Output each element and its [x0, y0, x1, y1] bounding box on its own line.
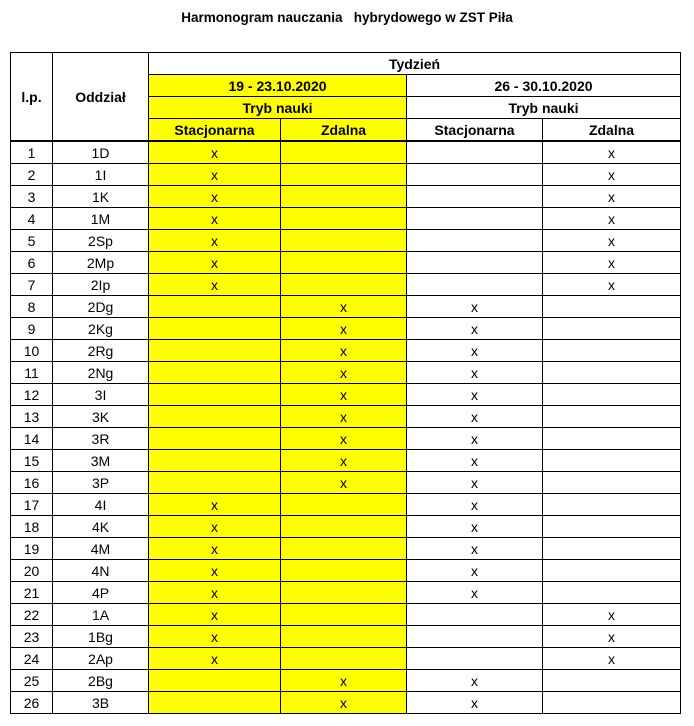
- cell-week1-stacjonarna: x: [149, 648, 281, 670]
- cell-week2-zdalna: x: [543, 648, 681, 670]
- table-row: [11, 648, 681, 670]
- cell-oddzial: 1M: [53, 208, 149, 230]
- cell-week1-zdalna: [281, 604, 407, 626]
- cell-week2-zdalna: x: [543, 274, 681, 296]
- cell-week2-zdalna: [543, 494, 681, 516]
- cell-week1-zdalna: [281, 494, 407, 516]
- header-week2-dates: 26 - 30.10.2020: [407, 75, 681, 97]
- cell-week2-stacjonarna: x: [407, 670, 543, 692]
- cell-lp: 9: [11, 318, 53, 340]
- cell-week2-stacjonarna: x: [407, 384, 543, 406]
- cell-lp: 8: [11, 296, 53, 318]
- cell-lp: 26: [11, 692, 53, 714]
- cell-week1-zdalna: x: [281, 384, 407, 406]
- cell-oddzial: 3I: [53, 384, 149, 406]
- cell-week1-stacjonarna: [149, 362, 281, 384]
- cell-lp: 1: [11, 141, 53, 164]
- cell-week1-stacjonarna: [149, 340, 281, 362]
- header-week1-mode: Tryb nauki: [149, 97, 407, 119]
- cell-oddzial: 1Bg: [53, 626, 149, 648]
- cell-lp: 4: [11, 208, 53, 230]
- cell-week2-zdalna: [543, 560, 681, 582]
- cell-week2-zdalna: [543, 296, 681, 318]
- cell-oddzial: 4I: [53, 494, 149, 516]
- cell-lp: 2: [11, 164, 53, 186]
- cell-lp: 13: [11, 406, 53, 428]
- cell-week2-stacjonarna: [407, 626, 543, 648]
- cell-week2-zdalna: [543, 472, 681, 494]
- cell-week2-zdalna: x: [543, 252, 681, 274]
- cell-week2-stacjonarna: [407, 604, 543, 626]
- cell-week2-stacjonarna: [407, 141, 543, 164]
- table-row: [11, 362, 681, 384]
- cell-week2-stacjonarna: x: [407, 296, 543, 318]
- table-row: [11, 318, 681, 340]
- cell-week1-zdalna: [281, 582, 407, 604]
- cell-lp: 24: [11, 648, 53, 670]
- table-row: [11, 340, 681, 362]
- cell-week2-stacjonarna: x: [407, 582, 543, 604]
- cell-week2-zdalna: [543, 318, 681, 340]
- cell-week1-zdalna: [281, 141, 407, 164]
- cell-week1-zdalna: x: [281, 406, 407, 428]
- header-week1-stacjonarna: Stacjonarna: [149, 119, 281, 142]
- cell-week1-stacjonarna: x: [149, 626, 281, 648]
- cell-oddzial: 2Bg: [53, 670, 149, 692]
- cell-week1-zdalna: [281, 626, 407, 648]
- table-row: [11, 494, 681, 516]
- cell-lp: 15: [11, 450, 53, 472]
- cell-oddzial: 3M: [53, 450, 149, 472]
- table-row: [11, 252, 681, 274]
- cell-week1-stacjonarna: x: [149, 494, 281, 516]
- cell-week2-zdalna: [543, 450, 681, 472]
- cell-week1-stacjonarna: x: [149, 164, 281, 186]
- cell-week2-stacjonarna: [407, 252, 543, 274]
- cell-week1-stacjonarna: x: [149, 604, 281, 626]
- table-row: [11, 472, 681, 494]
- table-row: [11, 582, 681, 604]
- table-row: [11, 186, 681, 208]
- cell-week1-zdalna: x: [281, 362, 407, 384]
- cell-oddzial: 3P: [53, 472, 149, 494]
- cell-week2-stacjonarna: x: [407, 318, 543, 340]
- table-row: [11, 406, 681, 428]
- cell-week1-stacjonarna: [149, 296, 281, 318]
- cell-lp: 11: [11, 362, 53, 384]
- cell-week2-zdalna: [543, 516, 681, 538]
- cell-week2-zdalna: [543, 428, 681, 450]
- cell-week2-stacjonarna: x: [407, 692, 543, 714]
- cell-week1-stacjonarna: x: [149, 560, 281, 582]
- cell-week1-stacjonarna: x: [149, 230, 281, 252]
- table-row: [11, 296, 681, 318]
- cell-week2-zdalna: x: [543, 626, 681, 648]
- cell-lp: 23: [11, 626, 53, 648]
- cell-week2-stacjonarna: x: [407, 472, 543, 494]
- cell-week1-stacjonarna: x: [149, 141, 281, 164]
- table-row: [11, 626, 681, 648]
- document-title: Harmonogram nauczania hybrydowego w ZST Piła: [181, 10, 513, 25]
- cell-week2-zdalna: x: [543, 164, 681, 186]
- cell-oddzial: 4P: [53, 582, 149, 604]
- cell-week1-stacjonarna: [149, 406, 281, 428]
- header-week1-dates: 19 - 23.10.2020: [149, 75, 407, 97]
- cell-week2-zdalna: x: [543, 604, 681, 626]
- cell-week2-stacjonarna: x: [407, 516, 543, 538]
- cell-week1-stacjonarna: x: [149, 208, 281, 230]
- cell-lp: 22: [11, 604, 53, 626]
- table-row: [11, 604, 681, 626]
- cell-week2-zdalna: [543, 538, 681, 560]
- cell-week2-stacjonarna: [407, 274, 543, 296]
- cell-week2-zdalna: [543, 384, 681, 406]
- cell-lp: 20: [11, 560, 53, 582]
- header-lp: l.p.: [11, 53, 53, 142]
- table-row: [11, 141, 681, 164]
- cell-week2-zdalna: [543, 582, 681, 604]
- cell-week1-zdalna: x: [281, 340, 407, 362]
- cell-week1-zdalna: [281, 560, 407, 582]
- table-row: [11, 164, 681, 186]
- cell-lp: 25: [11, 670, 53, 692]
- cell-week1-stacjonarna: [149, 670, 281, 692]
- cell-oddzial: 2Ap: [53, 648, 149, 670]
- cell-week1-stacjonarna: x: [149, 582, 281, 604]
- cell-lp: 7: [11, 274, 53, 296]
- cell-oddzial: 4K: [53, 516, 149, 538]
- cell-week2-zdalna: x: [543, 230, 681, 252]
- cell-oddzial: 4N: [53, 560, 149, 582]
- cell-lp: 3: [11, 186, 53, 208]
- cell-week2-zdalna: [543, 362, 681, 384]
- cell-week1-zdalna: [281, 274, 407, 296]
- cell-oddzial: 3R: [53, 428, 149, 450]
- header-tydzien: Tydzień: [149, 53, 681, 75]
- cell-week1-stacjonarna: [149, 472, 281, 494]
- table-row: [11, 428, 681, 450]
- cell-lp: 16: [11, 472, 53, 494]
- cell-week1-zdalna: x: [281, 472, 407, 494]
- cell-week1-zdalna: [281, 648, 407, 670]
- header-week2-mode: Tryb nauki: [407, 97, 681, 119]
- cell-week1-zdalna: x: [281, 692, 407, 714]
- cell-lp: 18: [11, 516, 53, 538]
- table-row: [11, 670, 681, 692]
- cell-week1-zdalna: x: [281, 670, 407, 692]
- cell-week1-zdalna: [281, 208, 407, 230]
- cell-oddzial: 1K: [53, 186, 149, 208]
- cell-week1-zdalna: x: [281, 318, 407, 340]
- cell-lp: 14: [11, 428, 53, 450]
- cell-week2-zdalna: x: [543, 141, 681, 164]
- cell-lp: 19: [11, 538, 53, 560]
- table-row: [11, 208, 681, 230]
- cell-week1-zdalna: x: [281, 428, 407, 450]
- table-row: [11, 450, 681, 472]
- cell-oddzial: 1A: [53, 604, 149, 626]
- cell-week2-stacjonarna: x: [407, 538, 543, 560]
- table-row: [11, 560, 681, 582]
- cell-week2-zdalna: [543, 340, 681, 362]
- cell-week1-stacjonarna: x: [149, 516, 281, 538]
- cell-lp: 6: [11, 252, 53, 274]
- cell-week1-stacjonarna: x: [149, 252, 281, 274]
- cell-oddzial: 3K: [53, 406, 149, 428]
- cell-week2-stacjonarna: [407, 648, 543, 670]
- header-week2-zdalna: Zdalna: [543, 119, 681, 142]
- table-row: [11, 692, 681, 714]
- cell-week2-stacjonarna: [407, 208, 543, 230]
- cell-oddzial: 2Ng: [53, 362, 149, 384]
- header-oddzial: Oddział: [53, 53, 149, 142]
- cell-week1-stacjonarna: x: [149, 538, 281, 560]
- cell-oddzial: 2Sp: [53, 230, 149, 252]
- table-row: [11, 230, 681, 252]
- cell-week1-zdalna: x: [281, 296, 407, 318]
- cell-week2-zdalna: x: [543, 186, 681, 208]
- cell-week2-stacjonarna: [407, 186, 543, 208]
- schedule-table: [10, 52, 681, 714]
- cell-oddzial: 2Dg: [53, 296, 149, 318]
- table-row: [11, 274, 681, 296]
- cell-week1-stacjonarna: [149, 318, 281, 340]
- cell-week2-stacjonarna: [407, 164, 543, 186]
- cell-week2-zdalna: [543, 670, 681, 692]
- cell-week1-stacjonarna: x: [149, 186, 281, 208]
- cell-week1-zdalna: x: [281, 450, 407, 472]
- cell-week2-stacjonarna: [407, 230, 543, 252]
- cell-oddzial: 2Kg: [53, 318, 149, 340]
- table-row: [11, 538, 681, 560]
- table-row: [11, 384, 681, 406]
- cell-oddzial: 2Mp: [53, 252, 149, 274]
- cell-week2-stacjonarna: x: [407, 428, 543, 450]
- cell-week1-stacjonarna: x: [149, 274, 281, 296]
- cell-week1-zdalna: [281, 186, 407, 208]
- cell-week2-zdalna: [543, 692, 681, 714]
- cell-week2-zdalna: x: [543, 208, 681, 230]
- cell-week1-stacjonarna: [149, 384, 281, 406]
- cell-week1-stacjonarna: [149, 428, 281, 450]
- schedule-body: [11, 141, 681, 714]
- cell-week1-stacjonarna: [149, 692, 281, 714]
- cell-week2-stacjonarna: x: [407, 340, 543, 362]
- cell-week1-stacjonarna: [149, 450, 281, 472]
- header-week2-stacjonarna: Stacjonarna: [407, 119, 543, 142]
- cell-week2-stacjonarna: x: [407, 450, 543, 472]
- header-week1-zdalna: Zdalna: [281, 119, 407, 142]
- cell-week2-zdalna: [543, 406, 681, 428]
- table-row: [11, 516, 681, 538]
- cell-oddzial: 3B: [53, 692, 149, 714]
- cell-oddzial: 1I: [53, 164, 149, 186]
- cell-lp: 10: [11, 340, 53, 362]
- cell-week2-stacjonarna: x: [407, 362, 543, 384]
- cell-lp: 17: [11, 494, 53, 516]
- cell-week2-stacjonarna: x: [407, 406, 543, 428]
- cell-week2-stacjonarna: x: [407, 560, 543, 582]
- cell-week1-zdalna: [281, 230, 407, 252]
- cell-lp: 12: [11, 384, 53, 406]
- cell-lp: 5: [11, 230, 53, 252]
- cell-oddzial: 1D: [53, 141, 149, 164]
- cell-oddzial: 4M: [53, 538, 149, 560]
- cell-oddzial: 2Rg: [53, 340, 149, 362]
- cell-oddzial: 2Ip: [53, 274, 149, 296]
- cell-week1-zdalna: [281, 538, 407, 560]
- cell-week1-zdalna: [281, 252, 407, 274]
- cell-week1-zdalna: [281, 164, 407, 186]
- cell-lp: 21: [11, 582, 53, 604]
- cell-week1-zdalna: [281, 516, 407, 538]
- cell-week2-stacjonarna: x: [407, 494, 543, 516]
